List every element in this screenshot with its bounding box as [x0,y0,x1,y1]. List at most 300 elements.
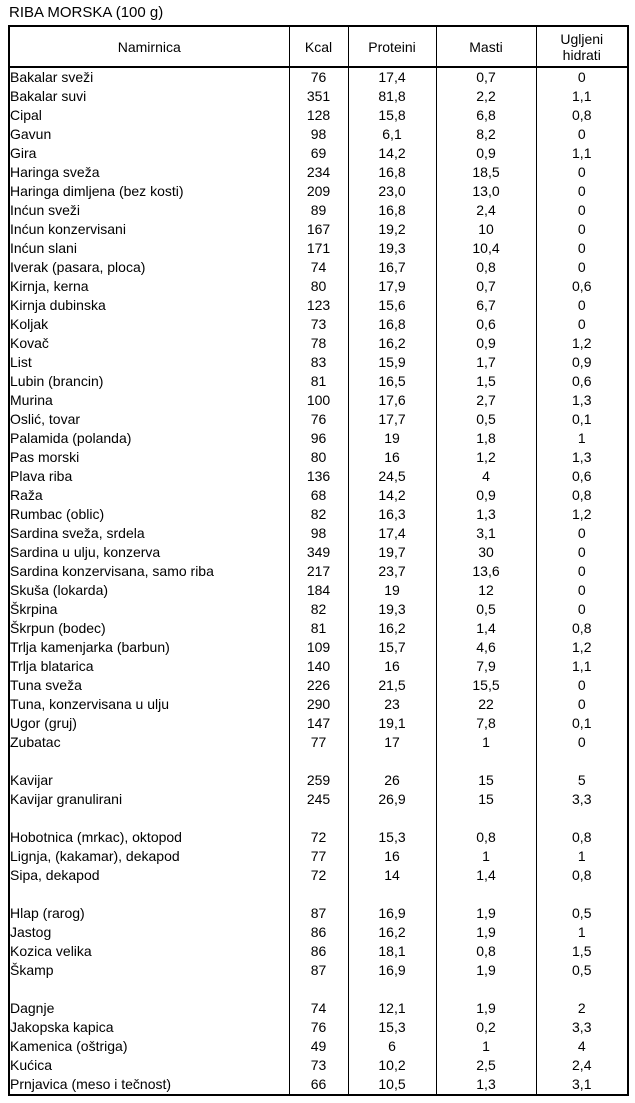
value-cell: 16,7 [348,258,436,277]
food-name-cell: Lubin (brancin) [10,373,104,389]
value-cell: 100 [289,391,348,410]
value-cell: 147 [289,714,348,733]
value-cell: 0,8 [536,619,628,638]
value-cell: 19,7 [348,543,436,562]
value-cell: 6,8 [436,106,536,125]
value-cell: 2,5 [436,1056,536,1075]
food-name-cell: Zubatac [10,734,61,750]
value-cell: 73 [289,315,348,334]
food-name-cell: Kovač [10,335,49,351]
value-cell: 15,6 [348,296,436,315]
value-cell: 1,5 [536,942,628,961]
value-cell: 76 [289,1018,348,1037]
value-cell: 184 [289,581,348,600]
spacer-cell [348,980,436,999]
value-cell: 0 [536,524,628,543]
table-row [9,258,628,277]
value-cell: 349 [289,543,348,562]
value-cell: 1,4 [436,866,536,885]
food-name-cell: List [10,354,32,370]
value-cell: 16,8 [348,315,436,334]
value-cell: 0,6 [536,372,628,391]
value-cell: 0,5 [436,600,536,619]
table-row [9,923,628,942]
value-cell: 3,3 [536,1018,628,1037]
spacer-cell [9,809,289,828]
table-row [9,999,628,1018]
table-row [9,771,628,790]
value-cell: 10,5 [348,1075,436,1095]
value-cell: 16,9 [348,961,436,980]
food-name-cell: Škrpina [10,601,58,617]
value-cell: 245 [289,790,348,809]
value-cell: 1 [536,923,628,942]
value-cell: 140 [289,657,348,676]
table-row [9,714,628,733]
food-name-cell: Hlap (rarog) [10,905,85,921]
value-cell: 0 [536,67,628,87]
food-name-cell: Gavun [10,126,52,142]
spacer-cell [436,885,536,904]
food-name-cell: Inćun sveži [10,202,81,218]
value-cell: 0 [536,600,628,619]
food-name-cell: Ugor (gruj) [10,715,77,731]
value-cell: 0,9 [436,334,536,353]
table-row [9,676,628,695]
value-cell: 14,2 [348,486,436,505]
value-cell: 0 [536,733,628,752]
value-cell: 1,9 [436,999,536,1018]
value-cell: 74 [289,258,348,277]
value-cell: 10 [436,220,536,239]
value-cell: 16,5 [348,372,436,391]
value-cell: 77 [289,847,348,866]
value-cell: 0,9 [536,353,628,372]
spacer-cell [536,752,628,771]
value-cell: 0,5 [536,904,628,923]
value-cell: 0 [536,239,628,258]
food-name-cell: Škamp [10,962,54,978]
value-cell: 78 [289,334,348,353]
food-name-cell: Pas morski [10,449,80,465]
column-header-1: Kcal [289,26,348,67]
value-cell: 0 [536,676,628,695]
value-cell: 0,8 [536,106,628,125]
value-cell: 259 [289,771,348,790]
value-cell: 6,1 [348,125,436,144]
value-cell: 2,7 [436,391,536,410]
value-cell: 0,8 [436,828,536,847]
value-cell: 136 [289,467,348,486]
column-header-4: Ugljeni hidrati [536,26,628,67]
value-cell: 1,2 [536,638,628,657]
value-cell: 3,3 [536,790,628,809]
value-cell: 0 [536,543,628,562]
spacer-row [9,752,628,771]
value-cell: 0,8 [536,866,628,885]
value-cell: 0,1 [536,410,628,429]
value-cell: 0 [536,581,628,600]
value-cell: 15,3 [348,828,436,847]
table-row [9,448,628,467]
value-cell: 23,0 [348,182,436,201]
value-cell: 1 [536,847,628,866]
food-name-cell: Haringa dimljena (bez kosti) [10,183,184,199]
value-cell: 109 [289,638,348,657]
value-cell: 17,6 [348,391,436,410]
value-cell: 86 [289,923,348,942]
value-cell: 73 [289,1056,348,1075]
food-name-cell: Bakalar sveži [10,69,94,85]
value-cell: 68 [289,486,348,505]
value-cell: 0,7 [436,277,536,296]
value-cell: 1,2 [536,505,628,524]
value-cell: 16 [348,657,436,676]
table-row [9,296,628,315]
value-cell: 6 [348,1037,436,1056]
table-row [9,125,628,144]
food-name-cell: Tuna sveža [10,677,82,693]
value-cell: 0 [536,296,628,315]
food-name-cell: Trlja blatarica [10,658,94,674]
value-cell: 209 [289,182,348,201]
spacer-cell [436,980,536,999]
food-name-cell: Kavijar [10,772,53,788]
food-name-cell: Dagnje [10,1000,55,1016]
value-cell: 26,9 [348,790,436,809]
value-cell: 72 [289,866,348,885]
table-row [9,828,628,847]
value-cell: 0,8 [536,486,628,505]
table-row [9,410,628,429]
value-cell: 16 [348,448,436,467]
value-cell: 1,3 [436,1075,536,1095]
table-row [9,581,628,600]
value-cell: 10,4 [436,239,536,258]
value-cell: 98 [289,524,348,543]
table-row [9,163,628,182]
spacer-cell [536,980,628,999]
value-cell: 0 [536,562,628,581]
value-cell: 0,8 [536,828,628,847]
value-cell: 171 [289,239,348,258]
spacer-cell [348,885,436,904]
table-row [9,1056,628,1075]
value-cell: 1,9 [436,904,536,923]
table-row [9,1037,628,1056]
value-cell: 16,8 [348,163,436,182]
page-title: RIBA MORSKA (100 g) [9,4,164,21]
food-name-cell: Inćun slani [10,240,77,256]
value-cell: 13,0 [436,182,536,201]
table-row [9,106,628,125]
column-header-0: Namirnica [9,26,289,67]
table-row [9,638,628,657]
table-row [9,790,628,809]
value-cell: 2,4 [436,201,536,220]
value-cell: 1,7 [436,353,536,372]
table-row [9,904,628,923]
table-row [9,315,628,334]
table-row [9,733,628,752]
value-cell: 0,6 [436,315,536,334]
value-cell: 74 [289,999,348,1018]
value-cell: 16,2 [348,923,436,942]
value-cell: 1,1 [536,144,628,163]
food-name-cell: Kavijar granulirani [10,791,123,807]
table-row [9,201,628,220]
column-header-2: Proteini [348,26,436,67]
value-cell: 123 [289,296,348,315]
value-cell: 0,6 [536,467,628,486]
value-cell: 81 [289,372,348,391]
value-cell: 128 [289,106,348,125]
value-cell: 15,3 [348,1018,436,1037]
food-name-cell: Murina [10,392,53,408]
value-cell: 0,2 [436,1018,536,1037]
value-cell: 2,2 [436,87,536,106]
table-row [9,220,628,239]
spacer-cell [289,885,348,904]
value-cell: 0,9 [436,486,536,505]
table-row [9,67,628,87]
food-name-cell: Bakalar suvi [10,88,87,104]
value-cell: 15,8 [348,106,436,125]
value-cell: 10,2 [348,1056,436,1075]
value-cell: 16,8 [348,201,436,220]
value-cell: 15,5 [436,676,536,695]
spacer-row [9,980,628,999]
table-row [9,144,628,163]
food-name-cell: Tuna, konzervisana u ulju [10,696,170,712]
spacer-cell [436,809,536,828]
food-name-cell: Inćun konzervisani [10,221,126,237]
value-cell: 234 [289,163,348,182]
table-header-row [9,26,628,67]
value-cell: 1,3 [536,391,628,410]
value-cell: 4 [536,1037,628,1056]
value-cell: 1,4 [436,619,536,638]
table-row [9,1075,628,1095]
value-cell: 1,5 [436,372,536,391]
food-name-cell: Kućica [10,1057,53,1073]
food-name-cell: Iverak (pasara, ploca) [10,259,146,275]
table-row [9,1018,628,1037]
column-header-3: Masti [436,26,536,67]
table-row [9,961,628,980]
food-name-cell: Sardina sveža, srdela [10,525,145,541]
table-row [9,277,628,296]
value-cell: 0,1 [536,714,628,733]
food-name-cell: Palamida (polanda) [10,430,132,446]
value-cell: 87 [289,961,348,980]
value-cell: 18,5 [436,163,536,182]
value-cell: 16,2 [348,619,436,638]
value-cell: 16 [348,847,436,866]
spacer-row [9,809,628,828]
value-cell: 1,1 [536,657,628,676]
value-cell: 82 [289,505,348,524]
value-cell: 1,3 [436,505,536,524]
value-cell: 7,8 [436,714,536,733]
food-name-cell: Kozica velika [10,943,92,959]
table-row [9,524,628,543]
value-cell: 0 [536,163,628,182]
value-cell: 87 [289,904,348,923]
value-cell: 1 [436,1037,536,1056]
table-row [9,942,628,961]
spacer-cell [289,752,348,771]
spacer-cell [289,809,348,828]
value-cell: 290 [289,695,348,714]
spacer-cell [9,752,289,771]
spacer-cell [348,752,436,771]
value-cell: 86 [289,942,348,961]
value-cell: 17,9 [348,277,436,296]
value-cell: 0 [536,695,628,714]
value-cell: 96 [289,429,348,448]
value-cell: 77 [289,733,348,752]
table-row [9,600,628,619]
value-cell: 14 [348,866,436,885]
value-cell: 0,9 [436,144,536,163]
food-name-cell: Jastog [10,924,52,940]
value-cell: 82 [289,600,348,619]
food-name-cell: Kirnja dubinska [10,297,106,313]
value-cell: 16,3 [348,505,436,524]
food-name-cell: Jakopska kapica [10,1019,114,1035]
table-row [9,866,628,885]
food-name-cell: Lignja, (kakamar), dekapod [10,848,180,864]
value-cell: 30 [436,543,536,562]
spacer-cell [348,809,436,828]
value-cell: 16,2 [348,334,436,353]
table-row [9,505,628,524]
value-cell: 0,7 [436,67,536,87]
spacer-cell [436,752,536,771]
value-cell: 0 [536,182,628,201]
value-cell: 23,7 [348,562,436,581]
value-cell: 1 [436,733,536,752]
spacer-cell [536,885,628,904]
food-name-cell: Sipa, dekapod [10,867,100,883]
value-cell: 15,7 [348,638,436,657]
value-cell: 12 [436,581,536,600]
value-cell: 14,2 [348,144,436,163]
value-cell: 1,2 [536,334,628,353]
food-name-cell: Trlja kamenjarka (barbun) [10,639,170,655]
value-cell: 0,8 [436,258,536,277]
table-row [9,353,628,372]
value-cell: 351 [289,87,348,106]
value-cell: 1,9 [436,923,536,942]
value-cell: 0 [536,315,628,334]
value-cell: 0 [536,201,628,220]
value-cell: 15,9 [348,353,436,372]
food-name-cell: Sardina u ulju, konzerva [10,544,161,560]
value-cell: 66 [289,1075,348,1095]
value-cell: 80 [289,448,348,467]
value-cell: 19 [348,581,436,600]
value-cell: 0,6 [536,277,628,296]
table-row [9,372,628,391]
value-cell: 1,8 [436,429,536,448]
value-cell: 6,7 [436,296,536,315]
value-cell: 0,8 [436,942,536,961]
table-row [9,182,628,201]
value-cell: 12,1 [348,999,436,1018]
food-name-cell: Kamenica (oštriga) [10,1038,128,1054]
food-name-cell: Prnjavica (meso i tečnost) [10,1076,172,1092]
table-row [9,657,628,676]
value-cell: 19,3 [348,600,436,619]
value-cell: 3,1 [436,524,536,543]
value-cell: 1,1 [536,87,628,106]
value-cell: 8,2 [436,125,536,144]
value-cell: 5 [536,771,628,790]
food-name-cell: Gira [10,145,37,161]
value-cell: 89 [289,201,348,220]
value-cell: 0,5 [536,961,628,980]
value-cell: 226 [289,676,348,695]
value-cell: 2 [536,999,628,1018]
nutrition-table [8,25,629,1096]
value-cell: 80 [289,277,348,296]
food-name-cell: Plava riba [10,468,73,484]
value-cell: 69 [289,144,348,163]
food-name-cell: Koljak [10,316,49,332]
table-row [9,87,628,106]
food-name-cell: Hobotnica (mrkac), oktopod [10,829,182,845]
value-cell: 81 [289,619,348,638]
value-cell: 1 [436,847,536,866]
value-cell: 1 [536,429,628,448]
table-row [9,467,628,486]
value-cell: 98 [289,125,348,144]
food-name-cell: Sardina konzervisana, samo riba [10,563,214,579]
spacer-cell [9,980,289,999]
value-cell: 76 [289,67,348,87]
value-cell: 1,2 [436,448,536,467]
food-name-cell: Oslić, tovar [10,411,81,427]
value-cell: 0 [536,125,628,144]
value-cell: 21,5 [348,676,436,695]
value-cell: 4,6 [436,638,536,657]
value-cell: 19,1 [348,714,436,733]
value-cell: 0 [536,220,628,239]
value-cell: 19,3 [348,239,436,258]
spacer-row [9,885,628,904]
table-row [9,562,628,581]
value-cell: 16,9 [348,904,436,923]
value-cell: 83 [289,353,348,372]
value-cell: 7,9 [436,657,536,676]
value-cell: 18,1 [348,942,436,961]
table-row [9,429,628,448]
table-row [9,486,628,505]
value-cell: 76 [289,410,348,429]
value-cell: 2,4 [536,1056,628,1075]
food-name-cell: Cipal [10,107,42,123]
value-cell: 26 [348,771,436,790]
value-cell: 167 [289,220,348,239]
value-cell: 19 [348,429,436,448]
value-cell: 217 [289,562,348,581]
table-row [9,334,628,353]
value-cell: 72 [289,828,348,847]
table-row [9,391,628,410]
table-row [9,239,628,258]
